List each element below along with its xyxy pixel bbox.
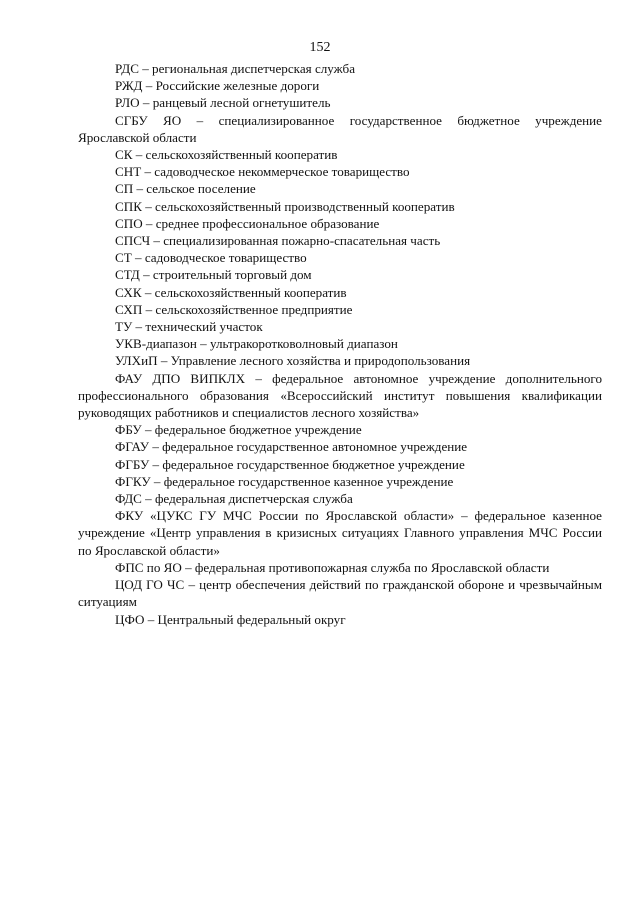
abbreviations-list [78, 60, 602, 628]
abbreviation-entry: РДС – региональная диспетчерская служба [115, 61, 356, 76]
abbreviation-entry: УЛХиП – Управление лесного хозяйства и природопользования [115, 353, 471, 369]
abbreviation-entry: РЛО – ранцевый лесной огнетушитель [115, 95, 331, 111]
abbreviation-entry: ЦФО – Центральный федеральный округ [115, 611, 346, 627]
abbreviation-entry: СТ – садоводческое товарищество [115, 250, 307, 266]
abbreviation-entry: СГБУ ЯО – специализированное государственное бюджетное учреждение Ярославской области [78, 112, 602, 145]
abbreviation-entry: ЦОД ГО ЧС – центр обеспечения действий по гражданской обороне и чрезвычайным ситуациям [78, 577, 602, 610]
abbreviation-entry: СПО – среднее профессиональное образование [115, 215, 380, 231]
abbreviation-entry: ФАУ ДПО ВИПКЛХ – федеральное автономное учреждение дополнительного профессионального образования «Всероссийский институт повышения квалификации руководящих работников и специалистов лесного хозяйства» [78, 370, 602, 421]
abbreviation-entry: РЖД – Российские железные дороги [115, 78, 320, 94]
abbreviation-entry: СХК – сельскохозяйственный кооператив [115, 284, 347, 300]
abbreviation-entry: ТУ – технический участок [115, 319, 263, 335]
abbreviation-entry: ФГАУ – федеральное государственное автономное учреждение [115, 439, 468, 455]
abbreviation-entry: СП – сельское поселение [115, 181, 256, 197]
abbreviation-entry: СНТ – садоводческое некоммерческое товарищество [115, 164, 410, 180]
abbreviation-entry: СПК – сельскохозяйственный производственный кооператив [115, 198, 455, 214]
abbreviation-entry: СТД – строительный торговый дом [115, 267, 312, 283]
abbreviation-entry: ФГБУ – федеральное государственное бюджетное учреждение [115, 456, 465, 472]
abbreviation-entry: СПСЧ – специализированная пожарно-спасательная часть [115, 233, 441, 249]
abbreviation-entry: СК – сельскохозяйственный кооператив [115, 147, 338, 163]
abbreviation-entry: СХП – сельскохозяйственное предприятие [115, 301, 353, 317]
abbreviation-entry: ФГКУ – федеральное государственное казенное учреждение [115, 473, 454, 489]
page-number: 152 [309, 40, 331, 55]
abbreviation-entry: ФДС – федеральная диспетчерская служба [115, 491, 353, 507]
abbreviation-entry: УКВ-диапазон – ультракоротковолновый диапазон [115, 336, 398, 352]
abbreviation-entry: ФБУ – федеральное бюджетное учреждение [115, 422, 362, 438]
abbreviation-entry: ФПС по ЯО – федеральная противопожарная служба по Ярославской области [115, 559, 550, 575]
abbreviation-entry: ФКУ «ЦУКС ГУ МЧС России по Ярославской области» – федеральное казенное учреждение «Центр управления в кризисных ситуациях Главного управления МЧС России по Ярославской области» [78, 508, 602, 558]
